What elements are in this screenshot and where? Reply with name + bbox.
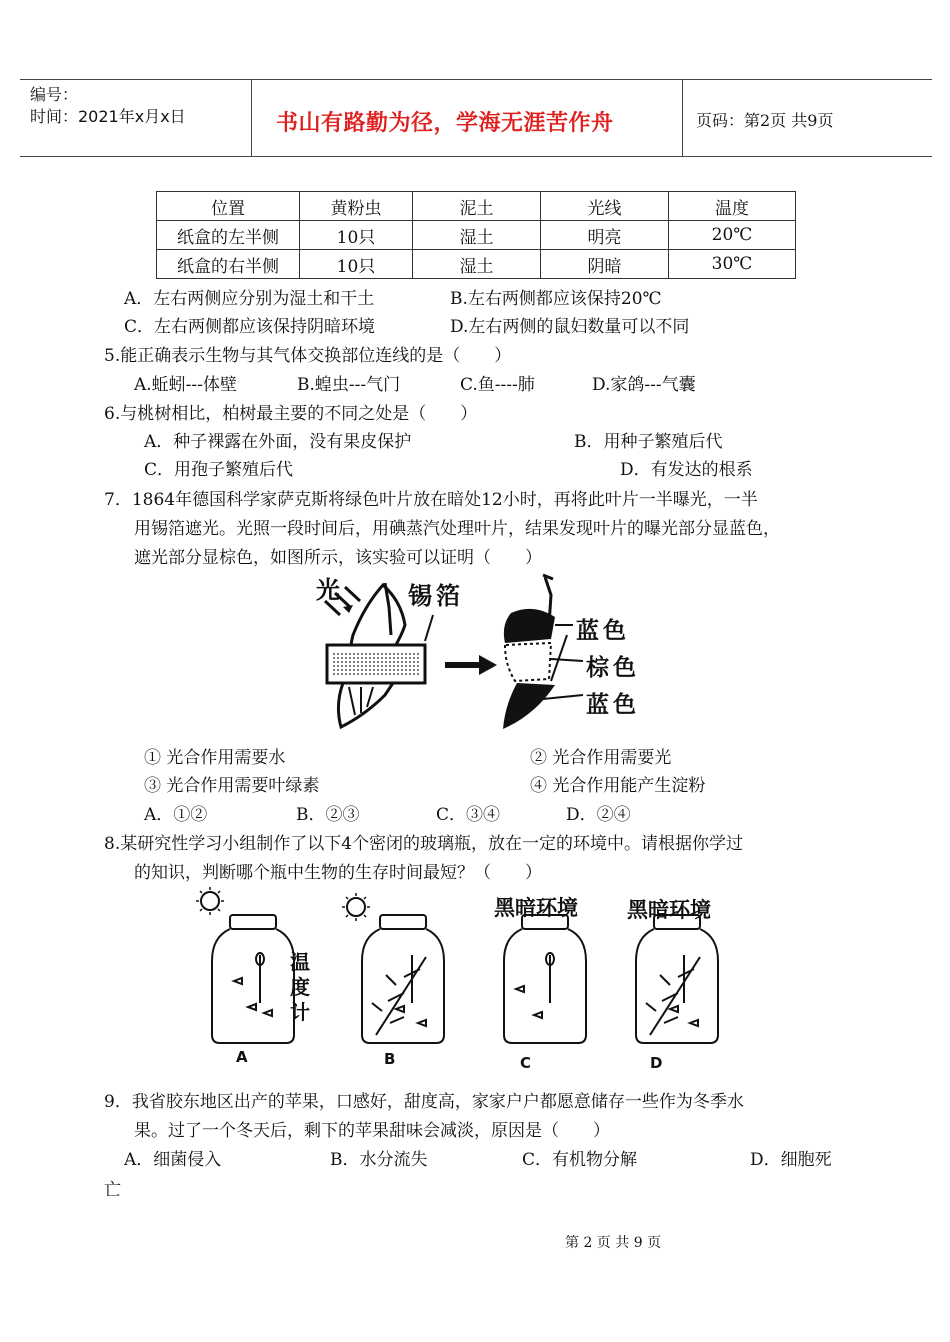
table-row: [157, 221, 796, 250]
q8-stem-line1: 8.某研究性学习小组制作了以下4个密闭的玻璃瓶，放在一定的环境中。请根据你学过: [104, 834, 744, 854]
figure-label-blue: 蓝色: [586, 692, 640, 718]
q5-option-d: D.家鸽---气囊: [592, 375, 696, 395]
table-cell: 10只: [300, 250, 413, 279]
q9-option-c: C．有机物分解: [522, 1150, 638, 1170]
q9-option-d: D．细胞死: [750, 1150, 832, 1170]
figure-label-foil: 锡箔: [408, 582, 464, 610]
q5-option-a: A.蚯蚓---体壁: [134, 375, 237, 395]
table-cell: 纸盒的左半侧: [157, 221, 300, 250]
jar-label-b: B: [384, 1050, 396, 1068]
table-header-cell: 温度: [669, 192, 796, 221]
q4-option-b: B.左右两侧都应该保持20℃: [450, 289, 662, 309]
thermometer-label-char: 度: [290, 975, 310, 999]
header-date: 时间：2021年x月x日: [30, 107, 186, 126]
q7-statement-2: ② 光合作用需要光: [530, 748, 672, 768]
q9-option-b: B．水分流失: [330, 1150, 428, 1170]
q7-option-d: D．②④: [566, 805, 631, 825]
table-header-cell: 黄粉虫: [300, 192, 413, 221]
table-cell: 10只: [300, 221, 413, 250]
sun-icon: [196, 887, 224, 915]
q7-statement-3: ③ 光合作用需要叶绿素: [144, 776, 320, 796]
q7-statement-1: ① 光合作用需要水: [144, 748, 286, 768]
header-motto: 书山有路勤为径，学海无涯苦作舟: [276, 110, 614, 136]
table-cell: 30℃: [669, 250, 796, 279]
q7-stem-line3: 遮光部分显棕色，如图所示，该实验可以证明（ ）: [134, 548, 542, 568]
table-cell: 20℃: [669, 221, 796, 250]
table-header-row: [157, 192, 796, 221]
arrow-icon: [479, 655, 497, 675]
q9-stem-line2: 果。过了一个冬天后，剩下的苹果甜味会减淡，原因是（ ）: [134, 1121, 610, 1141]
leaf-blue-top: [504, 609, 555, 643]
q5-stem: 5.能正确表示生物与其气体交换部位连线的是（ ）: [104, 346, 512, 366]
table-cell: 湿土: [413, 221, 541, 250]
q6-stem: 6.与桃树相比，柏树最主要的不同之处是（ ）: [104, 404, 478, 424]
sun-icon: [342, 893, 370, 921]
table-row: [157, 250, 796, 279]
q7-stem-line1: 7．1864年德国科学家萨克斯将绿色叶片放在暗处12小时，再将此叶片一半曝光，一半: [104, 490, 758, 510]
q7-stem-line2: 用锡箔遮光。光照一段时间后，用碘蒸汽处理叶片，结果发现叶片的曝光部分显蓝色，: [134, 519, 780, 539]
q7-statement-4: ④ 光合作用能产生淀粉: [530, 776, 706, 796]
jar-c: [504, 915, 586, 1043]
q9-option-a: A．细菌侵入: [124, 1150, 222, 1170]
jar-d: [636, 915, 718, 1043]
thermometer-label: [290, 950, 314, 1025]
header-number: 编号：: [30, 85, 79, 104]
header-top-rule: [20, 79, 932, 80]
leaf-blue-bottom: [503, 683, 555, 729]
table-cell: 阴暗: [541, 250, 669, 279]
q7-option-a: A．①②: [144, 805, 208, 825]
table-cell: 纸盒的右半侧: [157, 250, 300, 279]
q4-option-d: D.左右两侧的鼠妇数量可以不同: [450, 317, 690, 337]
q7-option-c: C．③④: [436, 805, 501, 825]
q5-option-c: C.鱼----肺: [460, 375, 535, 395]
table-header-cell: 泥土: [413, 192, 541, 221]
figure-label-blue: 蓝色: [576, 618, 630, 644]
q5-option-b: B.蝗虫---气门: [297, 375, 401, 395]
jar-label-d: D: [650, 1054, 663, 1072]
table-header-cell: 光线: [541, 192, 669, 221]
header-bottom-rule: [20, 156, 932, 157]
q6-option-b: B．用种子繁殖后代: [574, 432, 723, 452]
figure-label-brown: 棕色: [586, 655, 640, 681]
figure-label-light: 光: [316, 576, 340, 604]
q6-option-c: C．用孢子繁殖后代: [144, 460, 294, 480]
jar-b: [362, 915, 444, 1043]
q9-option-d-continued: 亡: [104, 1180, 121, 1200]
jar-label-a: A: [236, 1048, 248, 1066]
jar-a: [212, 915, 294, 1043]
experiment-table: [156, 191, 796, 279]
dark-environment-label: 黑暗环境: [627, 898, 711, 922]
header-page-number: 页码：第2页 共9页: [696, 111, 834, 130]
table-cell: 湿土: [413, 250, 541, 279]
page-footer: 第 2 页 共 9 页: [565, 1235, 662, 1251]
q7-option-b: B．②③: [296, 805, 360, 825]
q9-stem-line1: 9．我省胶东地区出产的苹果，口感好，甜度高，家家户户都愿意储存一些作为冬季水: [104, 1092, 744, 1112]
q4-option-a: A．左右两侧应分别为湿土和干土: [124, 289, 375, 309]
table-cell: 明亮: [541, 221, 669, 250]
thermometer-label-char: 温: [290, 950, 310, 974]
dark-environment-label: 黑暗环境: [494, 896, 578, 920]
header-divider: [682, 80, 683, 156]
q6-option-a: A．种子裸露在外面，没有果皮保护: [144, 432, 412, 452]
thermometer-label-char: 计: [290, 1000, 310, 1024]
header-divider: [251, 80, 252, 156]
q8-stem-line2: 的知识，判断哪个瓶中生物的生存时间最短？（ ）: [134, 863, 542, 883]
table-header-cell: 位置: [157, 192, 300, 221]
jar-label-c: C: [520, 1054, 532, 1072]
q4-option-c: C．左右两侧都应该保持阴暗环境: [124, 317, 376, 337]
q6-option-d: D．有发达的根系: [620, 460, 753, 480]
